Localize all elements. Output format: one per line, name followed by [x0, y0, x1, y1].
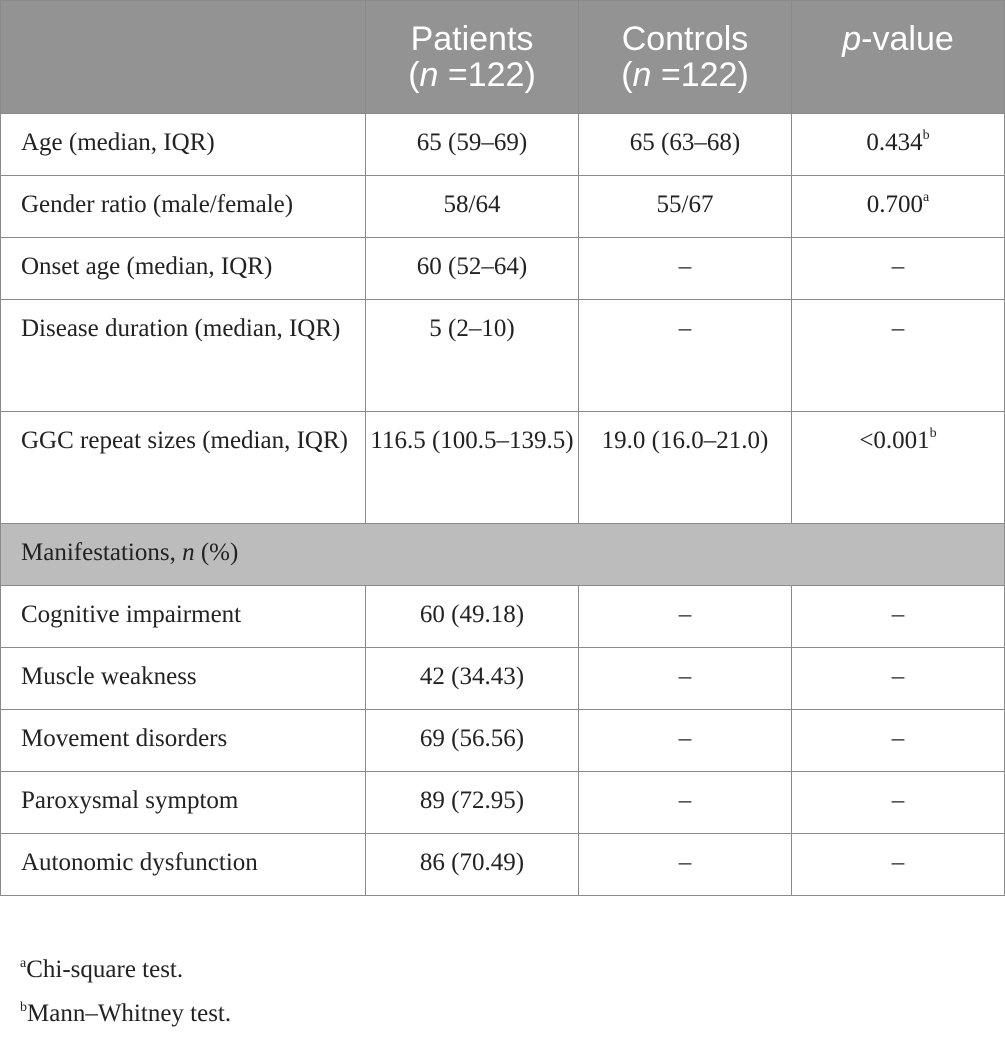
- row-label: Onset age (median, IQR): [1, 238, 366, 300]
- controls-value: –: [579, 238, 792, 300]
- row-label: Disease duration (median, IQR): [1, 300, 366, 412]
- patients-value: 65 (59–69): [366, 114, 579, 176]
- footnote-mark: b: [929, 426, 937, 441]
- row-label: Autonomic dysfunction: [1, 834, 366, 896]
- table-row: [1, 648, 1005, 710]
- table-row: [1, 772, 1005, 834]
- table-header-row: [1, 1, 1005, 114]
- patients-value: 60 (49.18): [366, 586, 579, 648]
- controls-value: –: [579, 834, 792, 896]
- p-value: –: [792, 710, 1005, 772]
- patients-value: 89 (72.95): [366, 772, 579, 834]
- header-p-value: p-value: [792, 1, 1005, 114]
- table-row: [1, 586, 1005, 648]
- patients-value: 69 (56.56): [366, 710, 579, 772]
- footnote-mark: b: [922, 128, 930, 143]
- table-row: [1, 176, 1005, 238]
- patients-value: 58/64: [366, 176, 579, 238]
- p-value: –: [792, 834, 1005, 896]
- section-label: Manifestations, n (%): [1, 524, 1005, 586]
- patients-value: 60 (52–64): [366, 238, 579, 300]
- p-value: 0.700$^a$: [792, 176, 1005, 238]
- patients-value: 86 (70.49): [366, 834, 579, 896]
- controls-value: –: [579, 586, 792, 648]
- footnote-mark: a: [923, 190, 930, 205]
- row-label: Age (median, IQR): [1, 114, 366, 176]
- row-label: Cognitive impairment: [1, 586, 366, 648]
- controls-value: –: [579, 300, 792, 412]
- controls-value: 55/67: [579, 176, 792, 238]
- header-patients: Patients (n =122): [366, 1, 579, 114]
- row-label: Muscle weakness: [1, 648, 366, 710]
- row-label: Gender ratio (male/female): [1, 176, 366, 238]
- controls-value: –: [579, 648, 792, 710]
- patients-value: 116.5 (100.5–139.5): [366, 412, 579, 524]
- table-row: [1, 300, 1005, 412]
- header-controls: Controls (n =122): [579, 1, 792, 114]
- section-header-row: [1, 524, 1005, 586]
- table-row: [1, 114, 1005, 176]
- table-row: [1, 412, 1005, 524]
- controls-value: –: [579, 710, 792, 772]
- table-row: [1, 238, 1005, 300]
- p-value: –: [792, 300, 1005, 412]
- footnote-b: $^b$Mann–Whitney test.: [20, 1000, 232, 1027]
- patients-value: 42 (34.43): [366, 648, 579, 710]
- footnote-a: $^a$Chi-square test.: [20, 956, 184, 983]
- p-value: –: [792, 648, 1005, 710]
- row-label: GGC repeat sizes (median, IQR): [1, 412, 366, 524]
- p-value: 0.434$^b$: [792, 114, 1005, 176]
- controls-value: –: [579, 772, 792, 834]
- table-row: [1, 710, 1005, 772]
- row-label: Paroxysmal symptom: [1, 772, 366, 834]
- table-footnotes: [20, 950, 231, 1038]
- patients-value: 5 (2–10): [366, 300, 579, 412]
- row-label: Movement disorders: [1, 710, 366, 772]
- p-value: <0.001$^b$: [792, 412, 1005, 524]
- p-value: –: [792, 586, 1005, 648]
- p-value: –: [792, 238, 1005, 300]
- controls-value: 65 (63–68): [579, 114, 792, 176]
- table-row: [1, 834, 1005, 896]
- header-empty-cell: [1, 1, 366, 114]
- p-value: –: [792, 772, 1005, 834]
- controls-value: 19.0 (16.0–21.0): [579, 412, 792, 524]
